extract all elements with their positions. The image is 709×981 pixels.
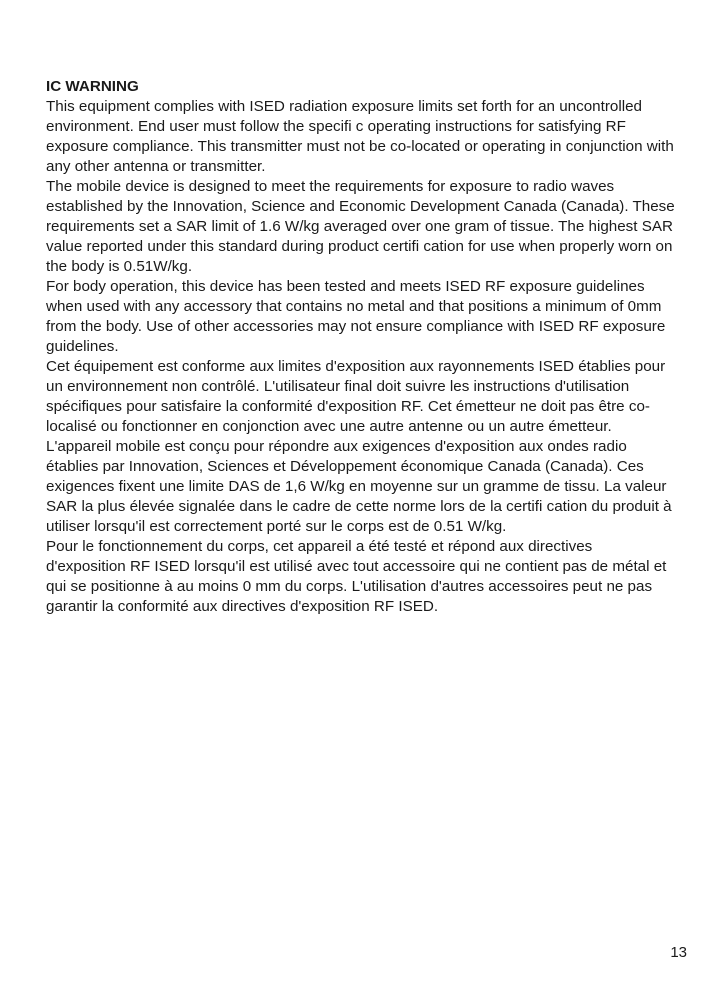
paragraph-fr-fonctionnement-corps: Pour le fonctionnement du corps, cet appareil a été testé et répond aux directives d'exposition RF ISED lorsqu'il est utilisé avec tout accessoire qui ne contient pas de métal et qui se positionne à au moins 0 mm du corps. L'utilisation d'autres accessoires peut ne pas garantir la conformité aux directives d'exposition RF ISED.: [46, 538, 667, 615]
page-number: 13: [670, 944, 687, 961]
paragraph-fr-conformite: Cet équipement est conforme aux limites d'exposition aux rayonnements ISED établies pour un environnement non contrôlé. L'utilisateur final doit suivre les instructions d'utilisation spécifiques pour satisfaire la conformité d'exposition RF. Cet émetteur ne doit pas être co-localisé ou fonctionner en conjonction avec une autre antenne ou un autre émetteur.: [46, 358, 666, 435]
paragraph-fr-das-limite: L'appareil mobile est conçu pour répondre aux exigences d'exposition aux ondes radio établies par Innovation, Sciences et Développement économique Canada (Canada). Ces exigences fixent une limite DAS de 1,6 W/kg en moyenne sur un gramme de tissu. La valeur SAR la plus élevée signalée dans le cadre de cette norme lors de la certifi cation du produit à utiliser lorsqu'il est correctement porté sur le corps est de 0.51 W/kg.: [46, 438, 672, 535]
paragraph-sar-limit: The mobile device is designed to meet the requirements for exposure to radio waves established by the Innovation, Science and Economic Development Canada (Canada). These requirements set a SAR limit of 1.6 W/kg averaged over one gram of tissue. The highest SAR value reported under this standard during product certifi cation for use when properly worn on the body is 0.51W/kg.: [46, 178, 675, 275]
section-heading: IC WARNING: [46, 78, 139, 95]
ic-warning-section: [46, 77, 676, 617]
paragraph-body-operation: For body operation, this device has been tested and meets ISED RF exposure guidelines when used with any accessory that contains no metal and that positions a minimum of 0mm from the body. Use of other accessories may not ensure compliance with ISED RF exposure guidelines.: [46, 278, 666, 355]
paragraph-ised-compliance: This equipment complies with ISED radiation exposure limits set forth for an uncontrolled environment. End user must follow the specifi c operating instructions for satisfying RF exposure compliance. This transmitter must not be co-located or operating in conjunction with any other antenna or transmitter.: [46, 98, 674, 175]
